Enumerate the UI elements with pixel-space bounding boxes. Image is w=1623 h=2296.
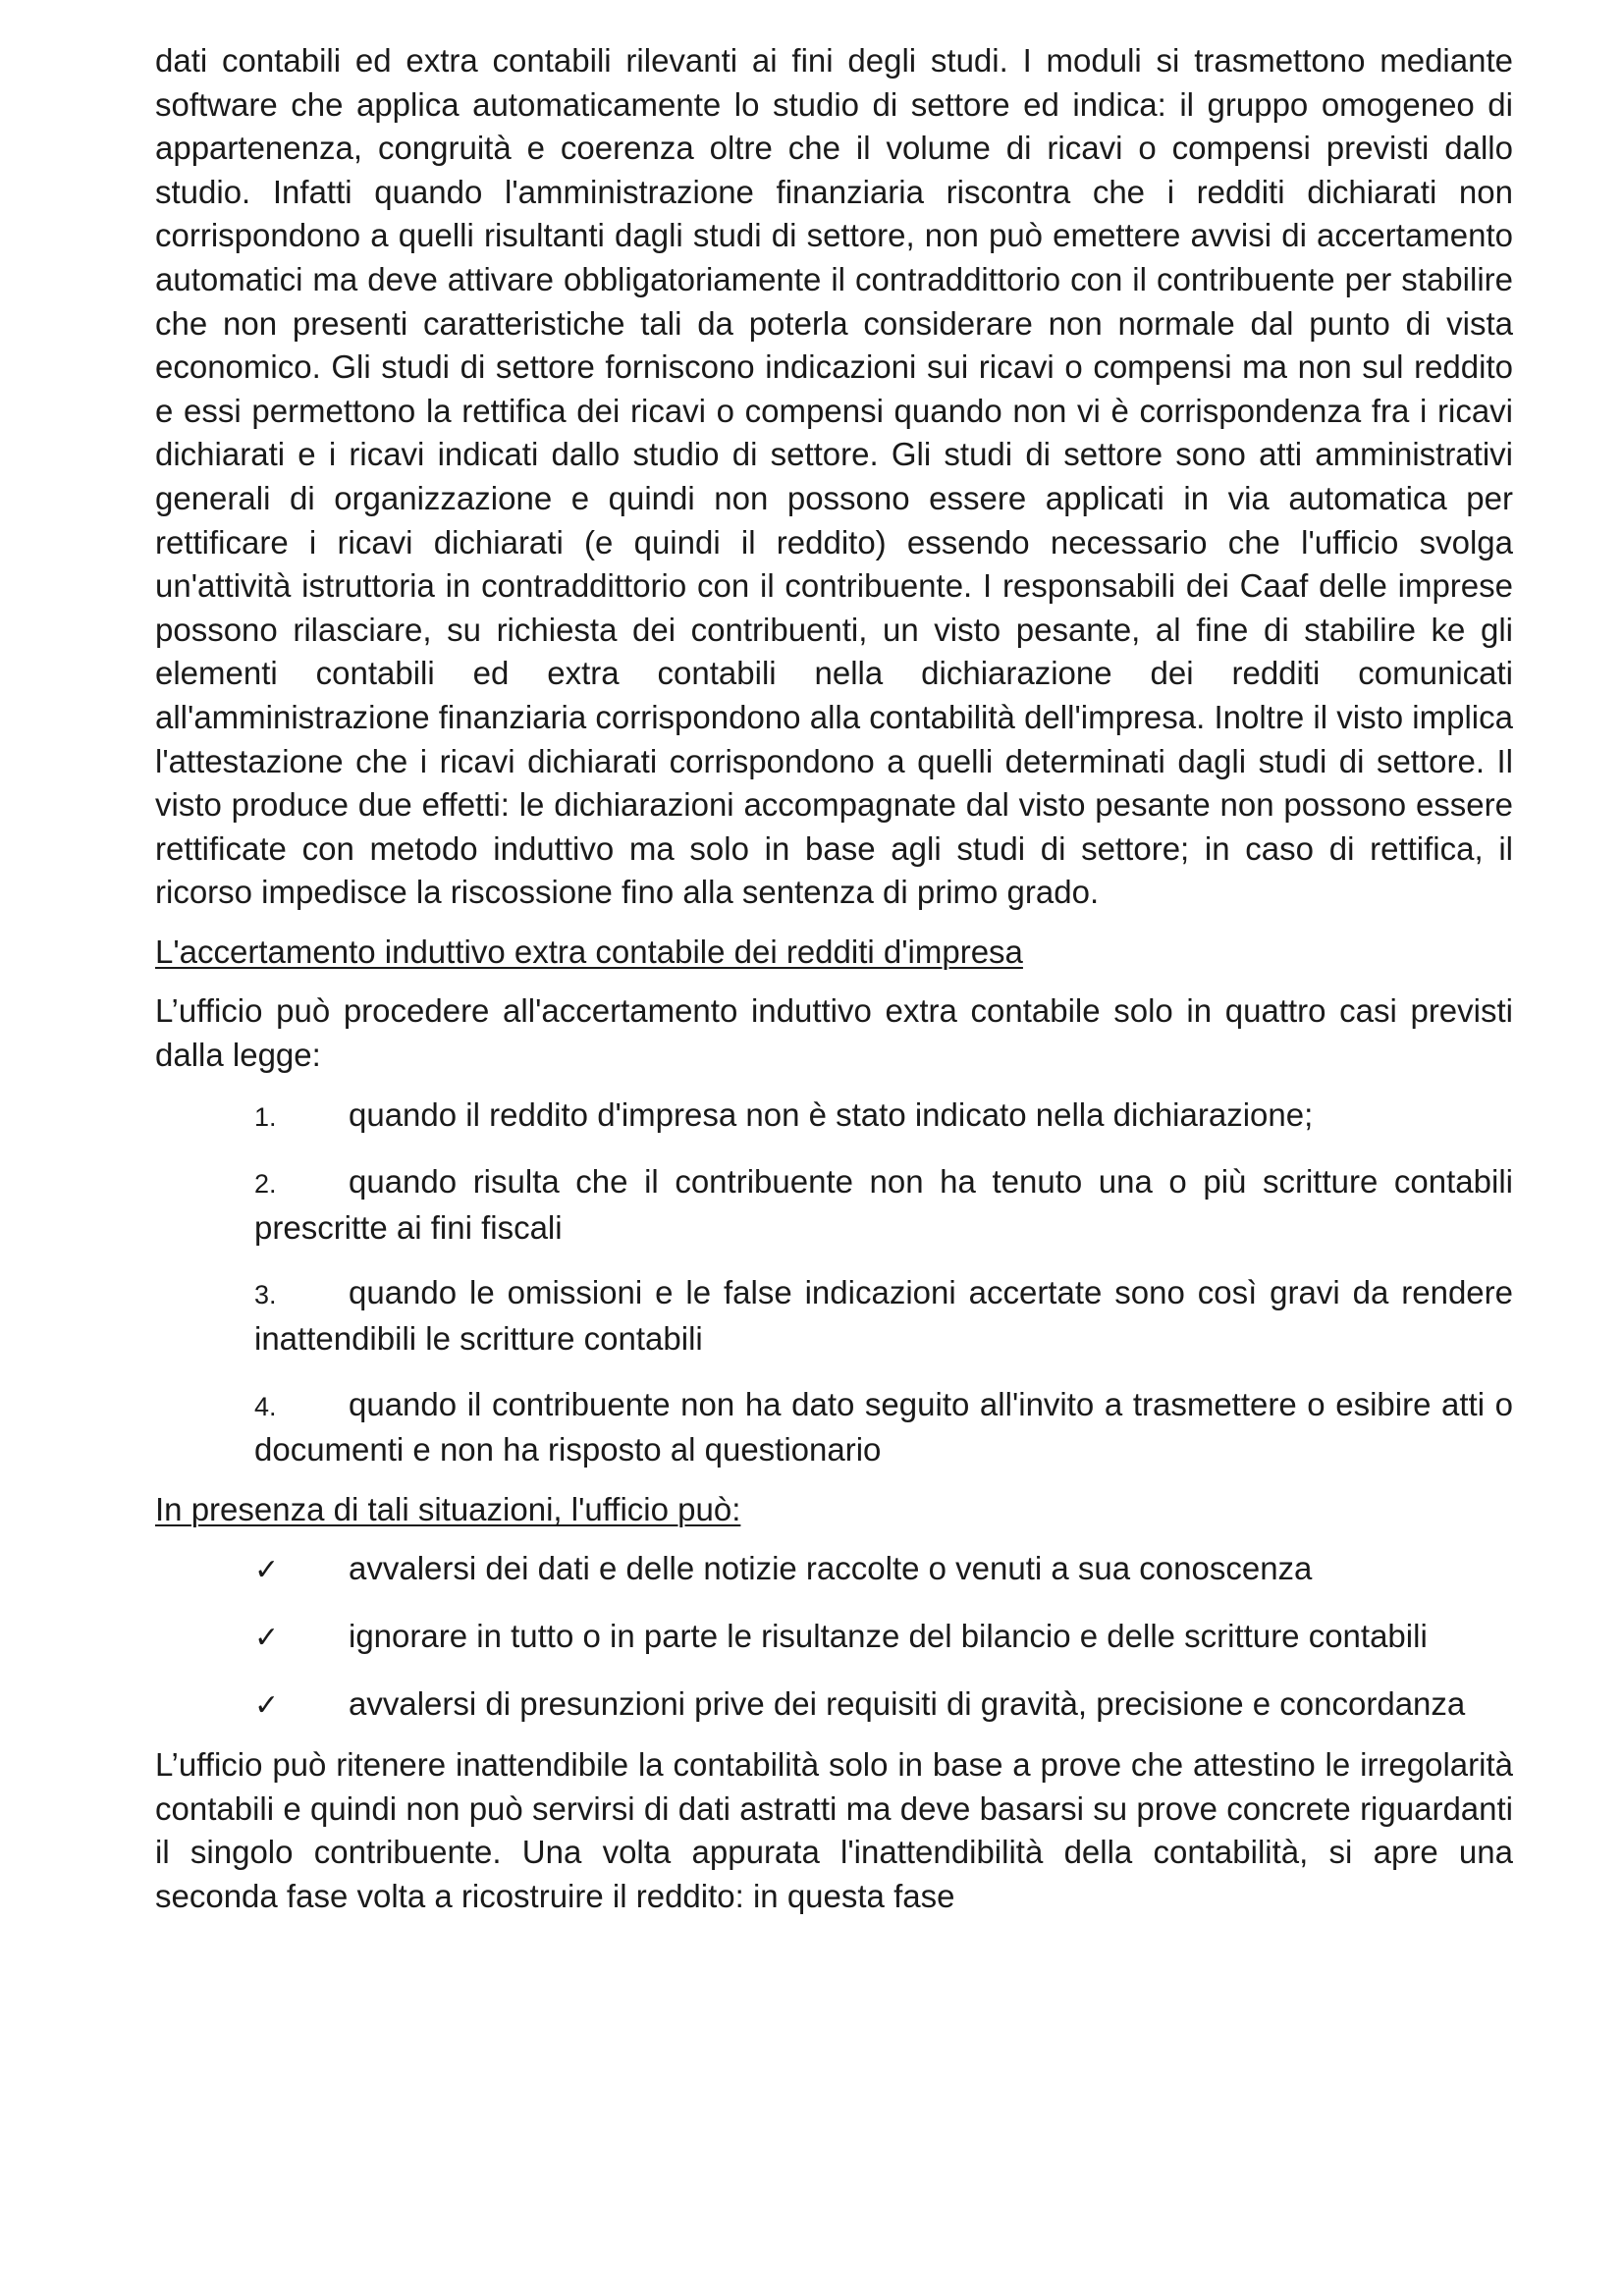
numbered-list-casi: [155, 1094, 1513, 1472]
body-paragraph-studi-settore: dati contabili ed extra contabili rilevanti ai fini degli studi. I moduli si trasmettono mediante software che applica automaticamente lo studio di settore ed indica: il gruppo omogeneo di appartenenza, congruità e coerenza oltre che il volume di ricavi o compensi previsti dallo studio. Infatti quando l'amministrazione finanziaria riscontra che i redditi dichiarati non corrispondono a quelli risultanti dagli studi di settore, non può emettere avvisi di accertamento automatici ma deve attivare obbligatoriamente il contraddittorio con il contribuente per stabilire che non presenti caratteristiche tali da poterla considerare non normale dal punto di vista economico. Gli studi di settore forniscono indicazioni sui ricavi o compensi ma non sul reddito e essi permettono la rettifica dei ricavi o compensi quando non vi è corrispondenza fra i ricavi dichiarati e i ricavi indicati dallo studio di settore. Gli studi di settore sono atti amministrativi generali di organizzazione e quindi non possono essere applicati in via automatica per rettificare i ricavi dichiarati (e quindi il reddito) essendo necessario che l'ufficio svolga un'attività istruttoria in contraddittorio con il contribuente. I responsabili dei Caaf delle imprese possono rilasciare, su richiesta dei contribuenti, un visto pesante, al fine di stabilire ke gli elementi contabili ed extra contabili nella dichiarazione dei redditi comunicati all'amministrazione finanziaria corrispondono alla contabilità dell'impresa. Inoltre il visto implica l'attestazione che i ricavi dichiarati corrispondono a quelli determinati dagli studi di settore. Il visto produce due effetti: le dichiarazioni accompagnate dal visto pesante non possono essere rettificate con metodo induttivo ma solo in base agli studi di settore; in caso di rettifica, il ricorso impedisce la riscossione fino alla sentenza di primo grado.: [155, 42, 1513, 911]
checkmark-icon: ✓: [254, 1621, 280, 1655]
section-heading-presenza-situazioni: In presenza di tali situazioni, l'ufficio può:: [155, 1490, 741, 1527]
list-item: [254, 1271, 1513, 1361]
body-paragraph-casi-previsti: L’ufficio può procedere all'accertamento induttivo extra contabile solo in quattro casi previsti dalla legge:: [155, 992, 1513, 1074]
list-number: 1.: [254, 1101, 277, 1132]
check-list-poteri-ufficio: [155, 1547, 1513, 1728]
list-number: 3.: [254, 1280, 277, 1310]
list-item: [254, 1160, 1513, 1250]
section-heading-accertamento-induttivo: L'accertamento induttivo extra contabile dei redditi d'impresa: [155, 933, 1023, 970]
list-item-text: quando il reddito d'impresa non è stato indicato nella dichiarazione;: [349, 1095, 1314, 1133]
list-item-text: avvalersi dei dati e delle notizie raccolte o venuti a sua conoscenza: [349, 1550, 1313, 1587]
body-paragraph-inattendibilita: L’ufficio può ritenere inattendibile la contabilità solo in base a prove che attestino le irregolarità contabili e quindi non può servirsi di dati astratti ma deve basarsi su prove concrete riguardanti il singolo contribuente. Una volta appurata l'inattendibilità della contabilità, si apre una seconda fase volta a ricostruire il reddito: in questa fase: [155, 1746, 1513, 1914]
list-item: [254, 1547, 1513, 1593]
list-item-text: ignorare in tutto o in parte le risultanze del bilancio e delle scritture contabili: [349, 1618, 1428, 1654]
list-item-text: quando le omissioni e le false indicazioni accertate sono così gravi da rendere inattendibili le scritture contabili: [254, 1274, 1513, 1358]
list-item-text: quando il contribuente non ha dato seguito all'invito a trasmettere o esibire atti o documenti e non ha risposto al questionario: [254, 1385, 1513, 1468]
list-item: [254, 1094, 1513, 1140]
document-page: [155, 39, 1513, 1919]
list-item-text: avvalersi di presunzioni prive dei requisiti di gravità, precisione e concordanza: [349, 1684, 1466, 1722]
checkmark-icon: ✓: [254, 1553, 280, 1588]
list-item: [254, 1383, 1513, 1472]
list-item: [254, 1615, 1513, 1661]
list-item: [254, 1682, 1513, 1729]
list-item-text: quando risulta che il contribuente non ha tenuto una o più scritture contabili prescritte ai fini fiscali: [254, 1163, 1513, 1246]
list-number: 2.: [254, 1169, 277, 1200]
list-number: 4.: [254, 1391, 277, 1421]
checkmark-icon: ✓: [254, 1687, 280, 1723]
